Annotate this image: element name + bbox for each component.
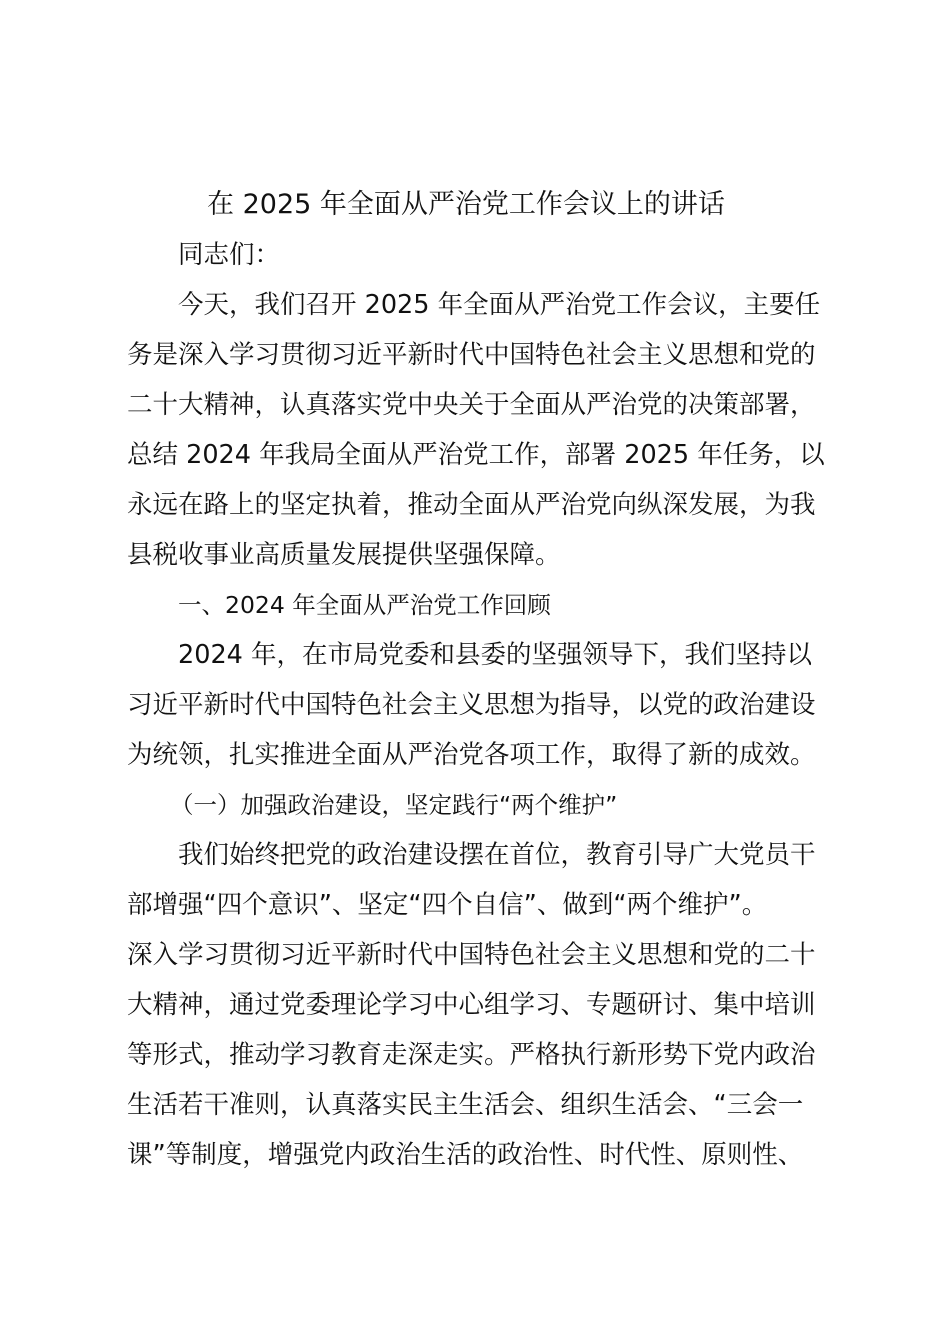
document-page: 在 2025 年全面从严治党工作会议上的讲话 同志们： 今天，我们召开 2025 年全面从严治党工作会议，主要任 务是深入学习贯彻习近平新时代中国特色社会主义思想和党的 二十大精神，认真落实党中央关于全面从严治党的决策部署， 总结 2024 年我局全面从严治党工作，部署 2025 年任务，以 永远在路上的坚定执着，推动全面从严治党向纵深发展，为我 县税收事业高质量发展提供坚强保障。 一、2024 年全面从严治党工作回顾 2024 年，在市局党委和县委的坚强领导下，我们坚持以 习近平新时代中国特色社会主义思想为指导，以党的政治建设 为统领，扎实推进全面从严治党各项工作，取得了新的成效。 （一）加强政治建设，坚定践行“两个维护” 我们始终把党的政治建设摆在首位，教育引导广大党员干 部增强“四个意识”、坚定“四个自信”、做到“两个维护”。 深入学习贯彻习近平新时代中国特色社会主义思想和党的二十 大精神，通过党委理论学习中心组学习、专题研讨、集中培训 等形式，推动学习教育走深走实。严格执行新形势下党内政治 生活若干准则，认真落实民主生活会、组织生活会、“三会一 课”等制度，增强党内政治生活的政治性、时代性、原则性、 xyxy=(127,189,825,1170)
